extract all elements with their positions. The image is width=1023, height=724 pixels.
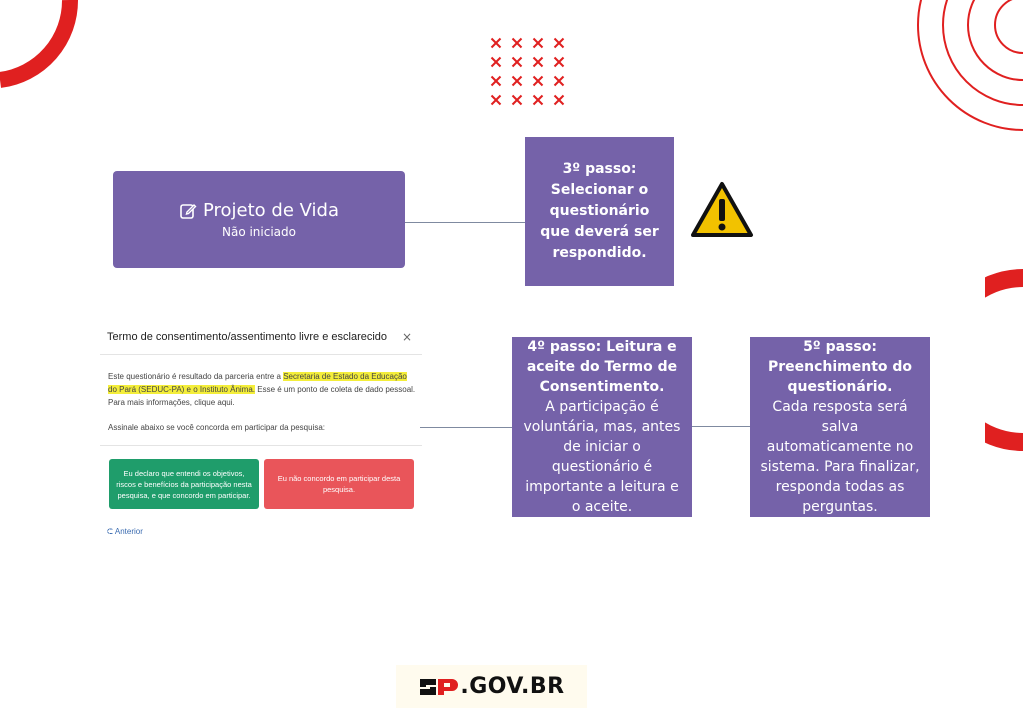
modal-text xyxy=(108,370,416,409)
step5-box xyxy=(750,337,930,517)
modal-title: Termo de consentimento/assentimento livre e esclarecido xyxy=(107,331,388,343)
sp-gov-logo xyxy=(418,674,564,699)
decor-ring-right xyxy=(985,268,1023,453)
projeto-title-row xyxy=(179,200,339,221)
edit-icon xyxy=(179,202,197,220)
previous-label: Anterior xyxy=(114,527,143,536)
modal-text-highlight: Secretaria de Estado da Educação do Pará (SEDUC-PA) e o Instituto Ânima. xyxy=(108,372,407,394)
step4-box xyxy=(512,337,692,517)
decor-concentric-arcs xyxy=(860,0,1023,135)
logo-suffix: .GOV.BR xyxy=(460,674,565,699)
consent-modal xyxy=(100,322,422,547)
connector-step4-step5 xyxy=(692,426,750,427)
sp-logo-icon xyxy=(418,675,458,699)
projeto-de-vida-card[interactable] xyxy=(113,171,405,268)
step5-title: 5º passo: Preenchimento do questionário. xyxy=(767,339,913,395)
step3-title: 3º passo: Selecionar o questionário que deverá ser respondido. xyxy=(540,161,659,261)
projeto-title: Projeto de Vida xyxy=(202,200,340,221)
modal-divider-top xyxy=(100,354,422,355)
projeto-status: Não iniciado xyxy=(221,225,296,239)
arrow-left-icon: ⮈ xyxy=(107,527,114,536)
agree-button[interactable]: Eu declaro que entendi os objetivos, riscos e benefícios da participação nesta pesquisa, e que concordo em participar. xyxy=(109,459,259,509)
disagree-button[interactable]: Eu não concordo em participar desta pesquisa. xyxy=(264,459,414,509)
connector-modal-step4 xyxy=(420,427,512,428)
step3-box xyxy=(525,137,674,286)
modal-text-post: Esse é um ponto de coleta de dado pessoal. Para mais informações, clique aqui. xyxy=(108,385,416,407)
step5-body: Cada resposta será salva automaticamente no sistema. Para finalizar, responda todas as perguntas. xyxy=(760,399,920,515)
modal-text-pre: Este questionário é resultado da parceria entre a xyxy=(108,372,284,381)
step4-title: 4º passo: Leitura e aceite do Termo de Consentimento. xyxy=(526,339,678,395)
step4-body: A participação é voluntária, mas, antes de iniciar o questionário é importante a leitura e o aceite. xyxy=(523,399,681,515)
modal-divider-bottom xyxy=(100,445,422,446)
modal-question: Assinale abaixo se você concorda em participar da pesquisa: xyxy=(108,423,326,432)
footer-logo xyxy=(396,665,587,708)
close-icon[interactable]: × xyxy=(401,330,412,344)
decor-x-grid xyxy=(488,35,568,110)
previous-link[interactable] xyxy=(107,527,143,537)
connector-card-step3 xyxy=(405,222,525,223)
warning-icon xyxy=(690,181,754,238)
decor-ring-top-left xyxy=(0,0,80,95)
